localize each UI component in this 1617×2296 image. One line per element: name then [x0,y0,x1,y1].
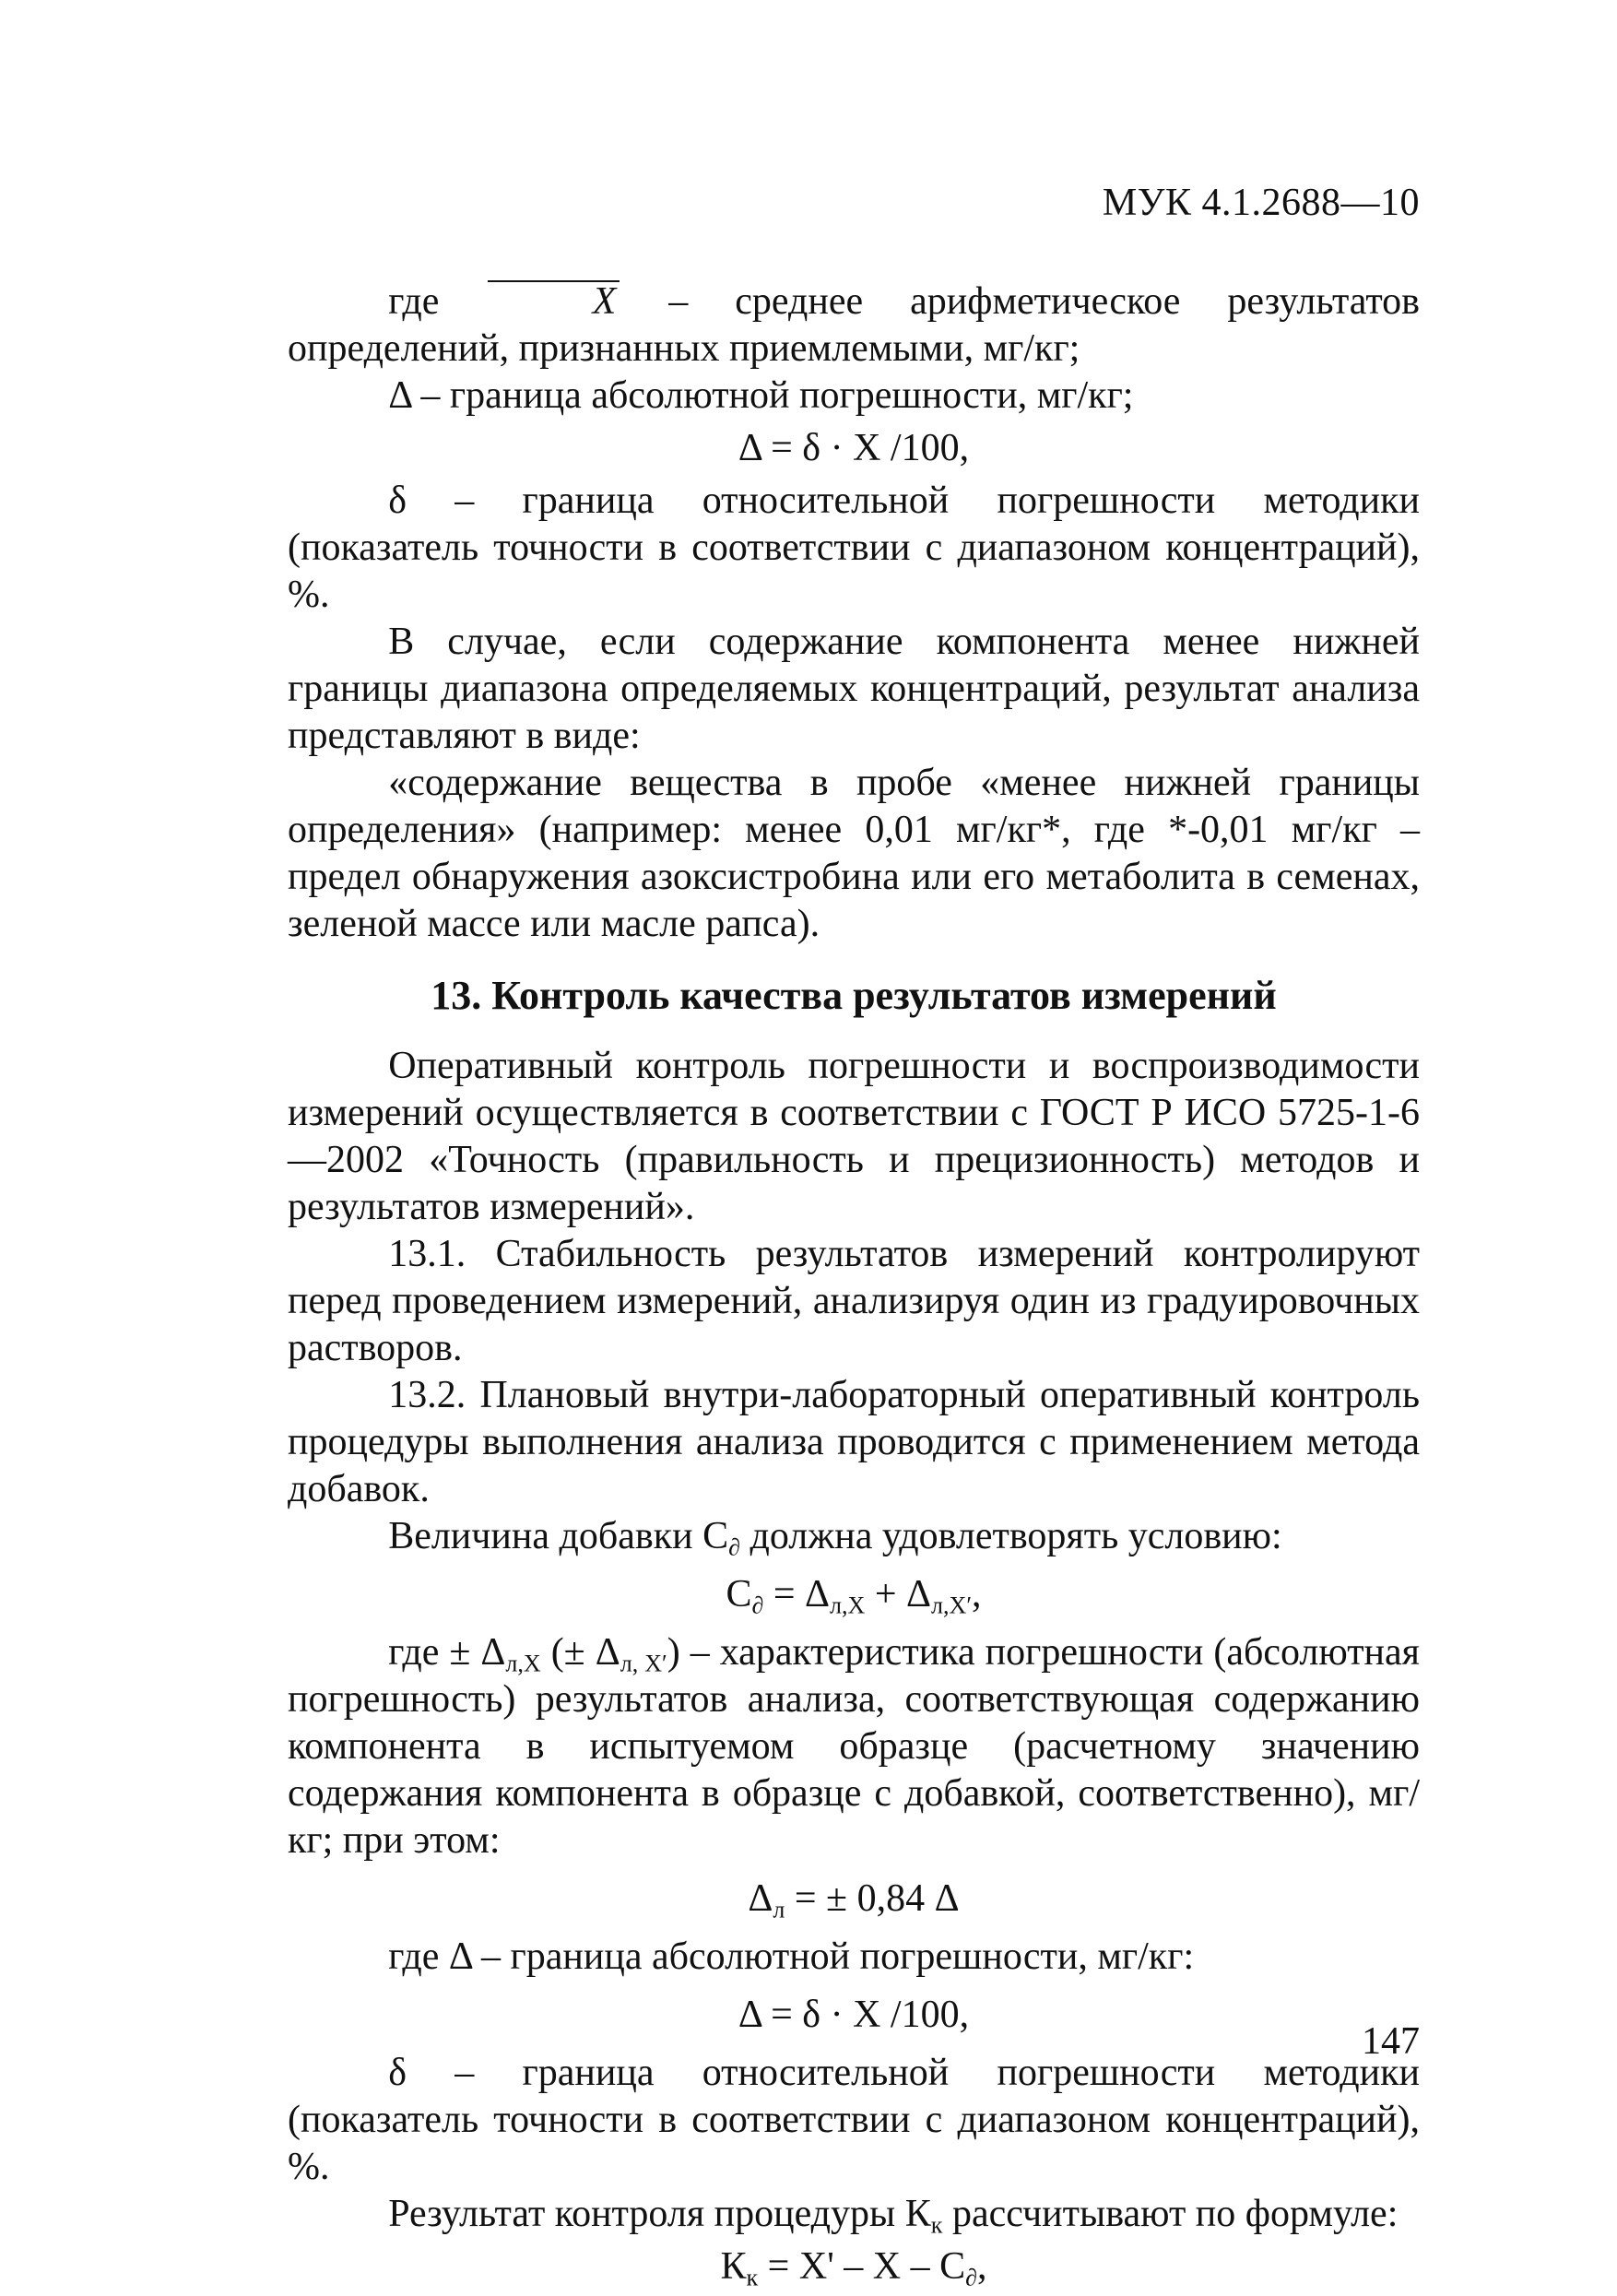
xbar-definition: где X – среднее арифметическое результатов определений, признанных приемлемыми, мг/кг; [288,280,1420,370]
operative-control-paragraph: Оперативный контроль погрешности и воспроизводимости измерений осуществляется в соответствии с ГОСТ Р ИСО 5725-1-6—2002 «Точность (правильность и прецизионность) методов и результатов измерений». [288,1045,1420,1228]
paragraph-13-2: 13.2. Плановый внутри-лабораторный оперативный контроль процедуры выполнения анализа проводится с применением метода добавок. [288,1374,1420,1510]
formula-additive: $С_\partial = \Delta_{л,Х} + \Delta_{л,Х'}$, [726,1573,982,1619]
result-control-paragraph: Результат контроля процедуры $К_к$ рассчитывают по формуле: [388,2193,1399,2239]
formula-delta-2: Δ = δ · X /100, [738,1994,970,2036]
page-header: МУК 4.1.2688—10 [1102,182,1420,224]
small-delta-definition-1: δ – граница относительной погрешности методики (показатель точности в соответствии с диапазоном концентраций), %. [288,479,1420,616]
page-body [288,278,1420,2296]
content-example-paragraph: «содержание вещества в пробе «менее нижней границы определения» (например: менее 0,01 мг/кг*, где *-0,01 мг/кг – предел обнаружения азоксистробина или его метаболита в семенах, зеленой массе или масле рапса). [288,762,1420,945]
section-heading: 13. Контроль качества результатов измерений [431,973,1277,1018]
x-bar-symbol: X [486,278,621,325]
delta-definition-2: где Δ – граница абсолютной погрешности, мг/кг: [388,1935,1195,1978]
below-range-paragraph: В случае, если содержание компонента менее нижней границы диапазона определяемых концентраций, результат анализа представляют в виде: [288,621,1420,757]
small-delta-definition-2: δ – граница относительной погрешности методики (показатель точности в соответствии с диапазоном концентраций), %. [288,2052,1420,2188]
error-characteristic-paragraph: где ± $\Delta_{л,Х}$ (± $\Delta_{л, Х'}$) – характеристика погрешности (абсолютная погрешность) результатов анализа, соответствующая содержанию компонента в испытуемом образце (расчетному значению содержания компонента в образце с добавкой, соответственно), мг/кг; при этом: [288,1631,1420,1862]
additive-condition: Величина добавки $С_\partial$ должна удовлетворять условию: [388,1515,1282,1561]
paragraph-13-1: 13.1. Стабильность результатов измерений контролируют перед проведением измерений, анализируя один из градуировочных растворов. [288,1233,1420,1369]
page-number: 147 [1362,2020,1420,2063]
formula-delta-l: $\Delta_л$ = ± 0,84 Δ [748,1877,960,1923]
formula-k: $К_к = Х' - Х - С_\partial$, [720,2245,987,2291]
delta-definition: Δ – граница абсолютной погрешности, мг/кг; [388,374,1134,417]
formula-delta-1: Δ = δ · X /100, [738,427,970,469]
